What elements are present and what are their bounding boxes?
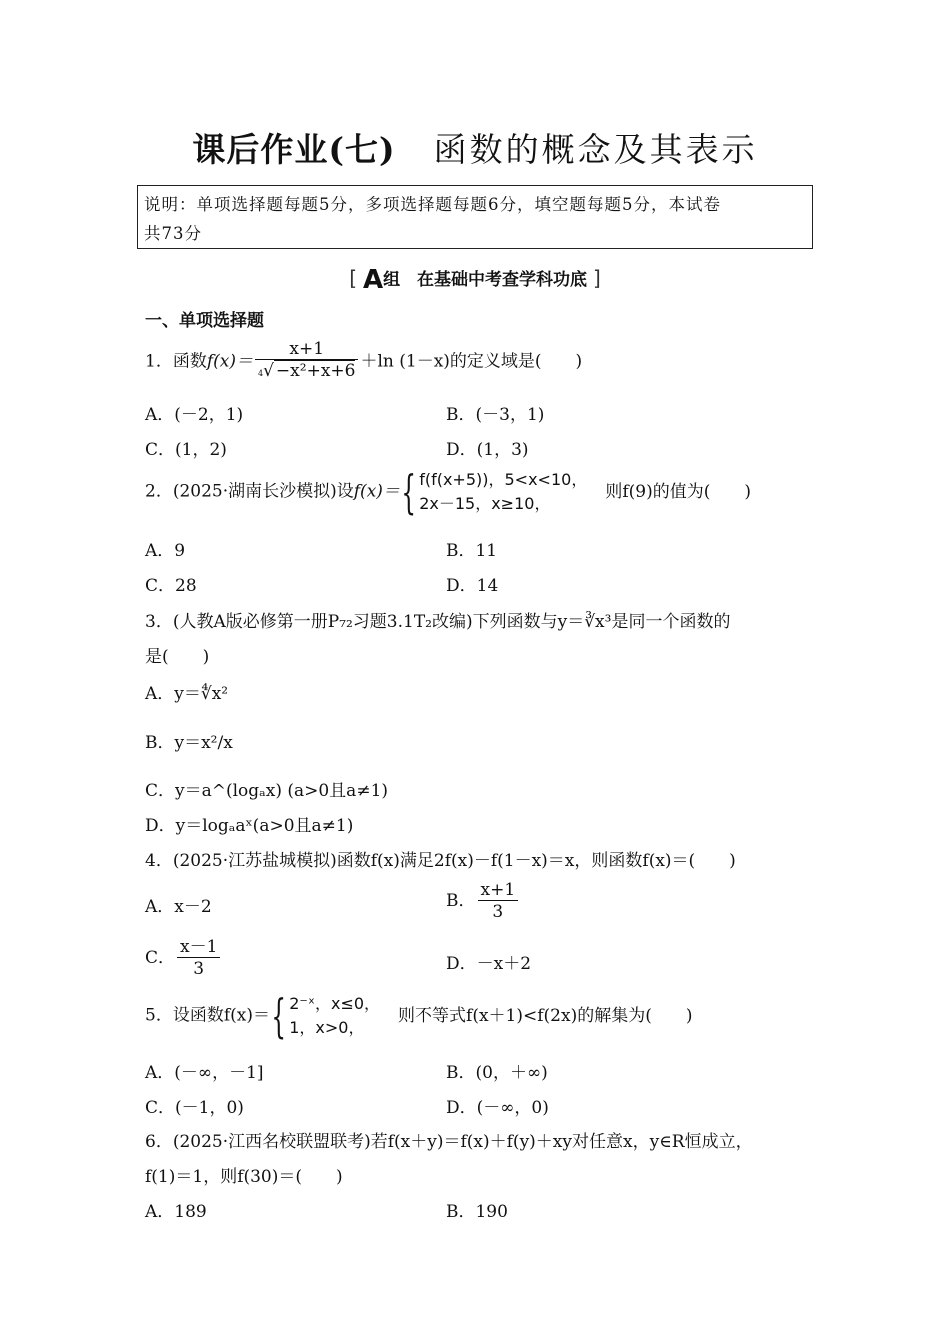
q2-number: 2． (145, 481, 173, 502)
q4-option-c-label: C． (145, 948, 176, 968)
q1-radicand: −x²+x+6 (275, 361, 356, 381)
q4-option-c-fraction (177, 937, 220, 980)
group-label: 组 在基础中考查学科功底 (383, 270, 588, 290)
q2-case-1: f(f(x+5))，5<x<10， (419, 470, 588, 489)
instructions-box (137, 185, 813, 249)
q2-option-d[interactable]: D．14 (446, 576, 499, 596)
q2-option-c[interactable]: C．28 (145, 576, 197, 596)
q6-option-b[interactable]: B．190 (446, 1202, 508, 1222)
q5-option-c[interactable]: C．(－1，0) (145, 1098, 244, 1118)
q1-denominator: 4√ −x²+x+6 (257, 361, 356, 381)
q5-prefix: 5．设函数f(x)＝ (145, 1005, 270, 1026)
q2-prefix: (2025·湖南长沙模拟)设 (172, 481, 354, 502)
q1-prefix: 函数 (172, 351, 207, 372)
q3-option-a[interactable]: A．y＝∜x² (145, 684, 229, 704)
q5-case-1: 2⁻ˣ，x≤0， (289, 994, 381, 1013)
q1-number: 1． (145, 351, 173, 372)
q4-option-b-label: B． (446, 891, 476, 911)
group-letter: A (362, 265, 384, 295)
instructions-line-1: 说明：单项选择题每题5分，多项选择题每题6分，填空题每题5分，本试卷 (144, 195, 721, 214)
q4-option-b-numerator: x+1 (478, 880, 519, 901)
q4-option-d[interactable]: D．－x＋2 (446, 954, 532, 974)
q2-suffix: 则f(9)的值为( ) (605, 481, 751, 502)
question-3-line-2: 是( ) (145, 647, 210, 667)
question-1 (145, 339, 582, 385)
q1-option-c[interactable]: C．(1，2) (145, 440, 227, 460)
q2-case-2: 2x－15，x≥10， (419, 494, 551, 513)
q1-numerator: x+1 (255, 339, 358, 360)
question-6-line-1: 6．(2025·江西名校联盟联考)若f(x＋y)＝f(x)＋f(y)＋xy对任意x，y∈R恒成立， (145, 1132, 753, 1152)
question-4: 4．(2025·江苏盐城模拟)函数f(x)满足2f(x)－f(1－x)＝x，则函数f(x)＝( ) (145, 851, 736, 871)
q3-option-d[interactable]: D．y＝logₐaˣ(a>0且a≠1) (145, 816, 354, 836)
q5-suffix: 则不等式f(x＋1)<f(2x)的解集为( ) (398, 1005, 693, 1026)
q2-brace: { (401, 465, 416, 519)
q5-brace: { (271, 989, 286, 1043)
q5-option-b[interactable]: B．(0，＋∞) (446, 1063, 548, 1083)
q3-option-b[interactable]: B．y＝x²/x (145, 733, 233, 753)
group-bracket-open: [ (349, 266, 358, 290)
q1-option-a[interactable]: A．(－2，1) (145, 405, 244, 425)
q4-option-a[interactable]: A．x－2 (145, 897, 212, 917)
q4-option-b[interactable] (446, 880, 520, 923)
title-main: 课后作业(七) (192, 130, 396, 169)
q4-option-c[interactable] (145, 937, 222, 980)
q5-option-d[interactable]: D．(－∞，0) (446, 1098, 549, 1118)
question-5 (145, 989, 693, 1043)
q1-fraction (255, 339, 358, 385)
question-6-line-2: f(1)＝1，则f(30)＝( ) (145, 1167, 343, 1187)
q2-function: f(x)＝ (353, 481, 400, 502)
q2-cases (419, 468, 587, 516)
q2-option-a[interactable]: A．9 (145, 541, 186, 561)
page-title (0, 124, 950, 171)
q3-option-c[interactable]: C．y＝a^(logₐx) (a>0且a≠1) (145, 781, 389, 801)
q4-option-c-denominator: 3 (193, 959, 205, 979)
q4-option-b-fraction (478, 880, 519, 923)
question-2 (145, 465, 751, 519)
question-3-line-1: 3．(人教A版必修第一册P₇₂习题3.1T₂改编)下列函数与y＝∛x³是同一个函数的 (145, 612, 731, 632)
q4-option-c-numerator: x－1 (177, 937, 220, 958)
group-heading (0, 265, 950, 295)
q1-function: f(x)＝ (206, 351, 253, 372)
group-bracket-close: ] (592, 266, 601, 290)
q5-cases (289, 992, 380, 1040)
instructions-line-2: 共73分 (144, 224, 202, 243)
q5-option-a[interactable]: A．(－∞，－1] (145, 1063, 264, 1083)
q5-case-2: 1，x>0， (289, 1018, 365, 1037)
q2-option-b[interactable]: B．11 (446, 541, 498, 561)
q4-option-b-denominator: 3 (492, 902, 504, 922)
q6-option-a[interactable]: A．189 (145, 1202, 207, 1222)
section-heading: 一、单项选择题 (145, 311, 264, 331)
q1-suffix: ＋ln (1－x)的定义域是( ) (360, 351, 583, 372)
q1-option-b[interactable]: B．(－3，1) (446, 405, 545, 425)
title-sub: 函数的概念及其表示 (433, 130, 758, 169)
q1-option-d[interactable]: D．(1，3) (446, 440, 529, 460)
